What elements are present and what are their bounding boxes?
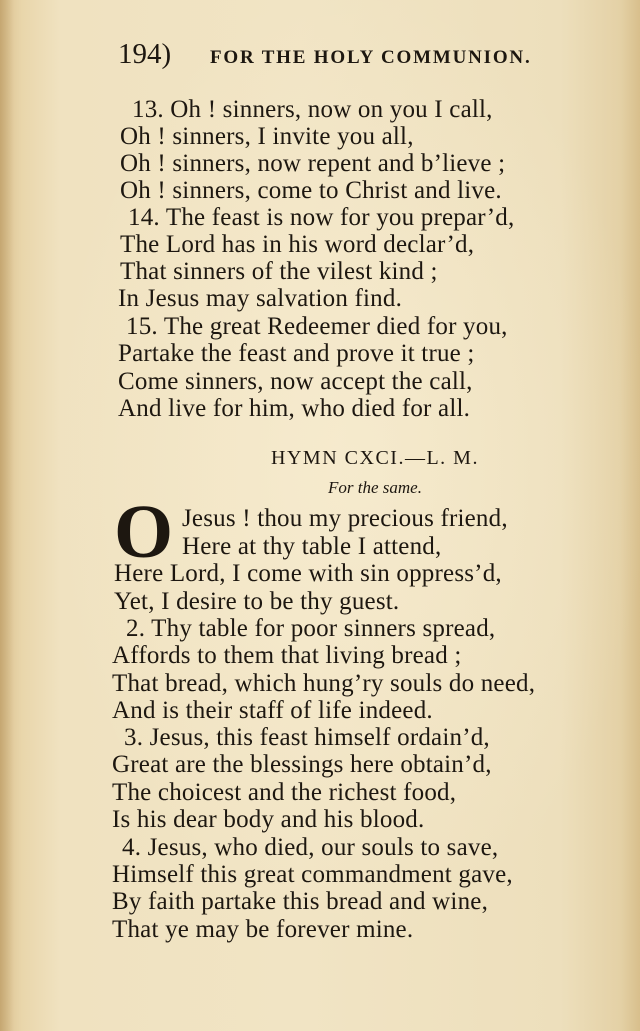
- verse-line: Affords to them that living bread ;: [112, 642, 462, 669]
- hymn-title: HYMN CXCI.—L. M.: [271, 447, 479, 469]
- verse-line: The Lord has in his word declar’d,: [120, 231, 475, 258]
- verse-line: Yet, I desire to be thy guest.: [114, 588, 400, 615]
- drop-cap: O: [114, 490, 174, 574]
- verse-line: And is their staff of life indeed.: [112, 697, 433, 724]
- verse-line: In Jesus may salvation find.: [118, 285, 403, 312]
- verse-line: Oh ! sinners, now repent and b’lieve ;: [120, 150, 506, 177]
- verse-line: 14. The feast is now for you prepar’d,: [128, 204, 515, 231]
- verse-line: Great are the blessings here obtain’d,: [112, 751, 492, 778]
- verse-line: Partake the feast and prove it true ;: [118, 340, 475, 367]
- verse-line: 2. Thy table for poor sinners spread,: [126, 615, 496, 642]
- verse-line: Himself this great commandment gave,: [112, 861, 513, 888]
- verse-line: The choicest and the richest food,: [112, 779, 457, 806]
- verse-line: Jesus ! thou my precious friend,: [182, 505, 508, 532]
- page-number: 194): [118, 38, 172, 70]
- verse-line: 3. Jesus, this feast himself ordain’d,: [124, 724, 490, 751]
- verse-line: That bread, which hung’ry souls do need,: [112, 670, 536, 697]
- verse-line: 4. Jesus, who died, our souls to save,: [122, 834, 499, 861]
- verse-line: Oh ! sinners, I invite you all,: [120, 123, 414, 150]
- running-head: [118, 38, 568, 78]
- binding-shadow: [0, 0, 14, 1031]
- running-title: FOR THE HOLY COMMUNION.: [210, 47, 532, 68]
- verse-line: 15. The great Redeemer died for you,: [126, 313, 508, 340]
- verse-line: That ye may be forever mine.: [112, 916, 414, 943]
- hymn-subtitle: For the same.: [328, 478, 422, 497]
- verse-line: That sinners of the vilest kind ;: [120, 258, 438, 285]
- verse-line: And live for him, who died for all.: [118, 395, 471, 422]
- verse-line: Come sinners, now accept the call,: [118, 368, 473, 395]
- verse-line: By faith partake this bread and wine,: [112, 888, 489, 915]
- verse-line: Here at thy table I attend,: [182, 533, 442, 560]
- verse-line: 13. Oh ! sinners, now on you I call,: [132, 96, 493, 123]
- verse-line: Is his dear body and his blood.: [112, 806, 425, 833]
- verse-line: Here Lord, I come with sin oppress’d,: [114, 560, 502, 587]
- verse-line: Oh ! sinners, come to Christ and live.: [120, 177, 502, 204]
